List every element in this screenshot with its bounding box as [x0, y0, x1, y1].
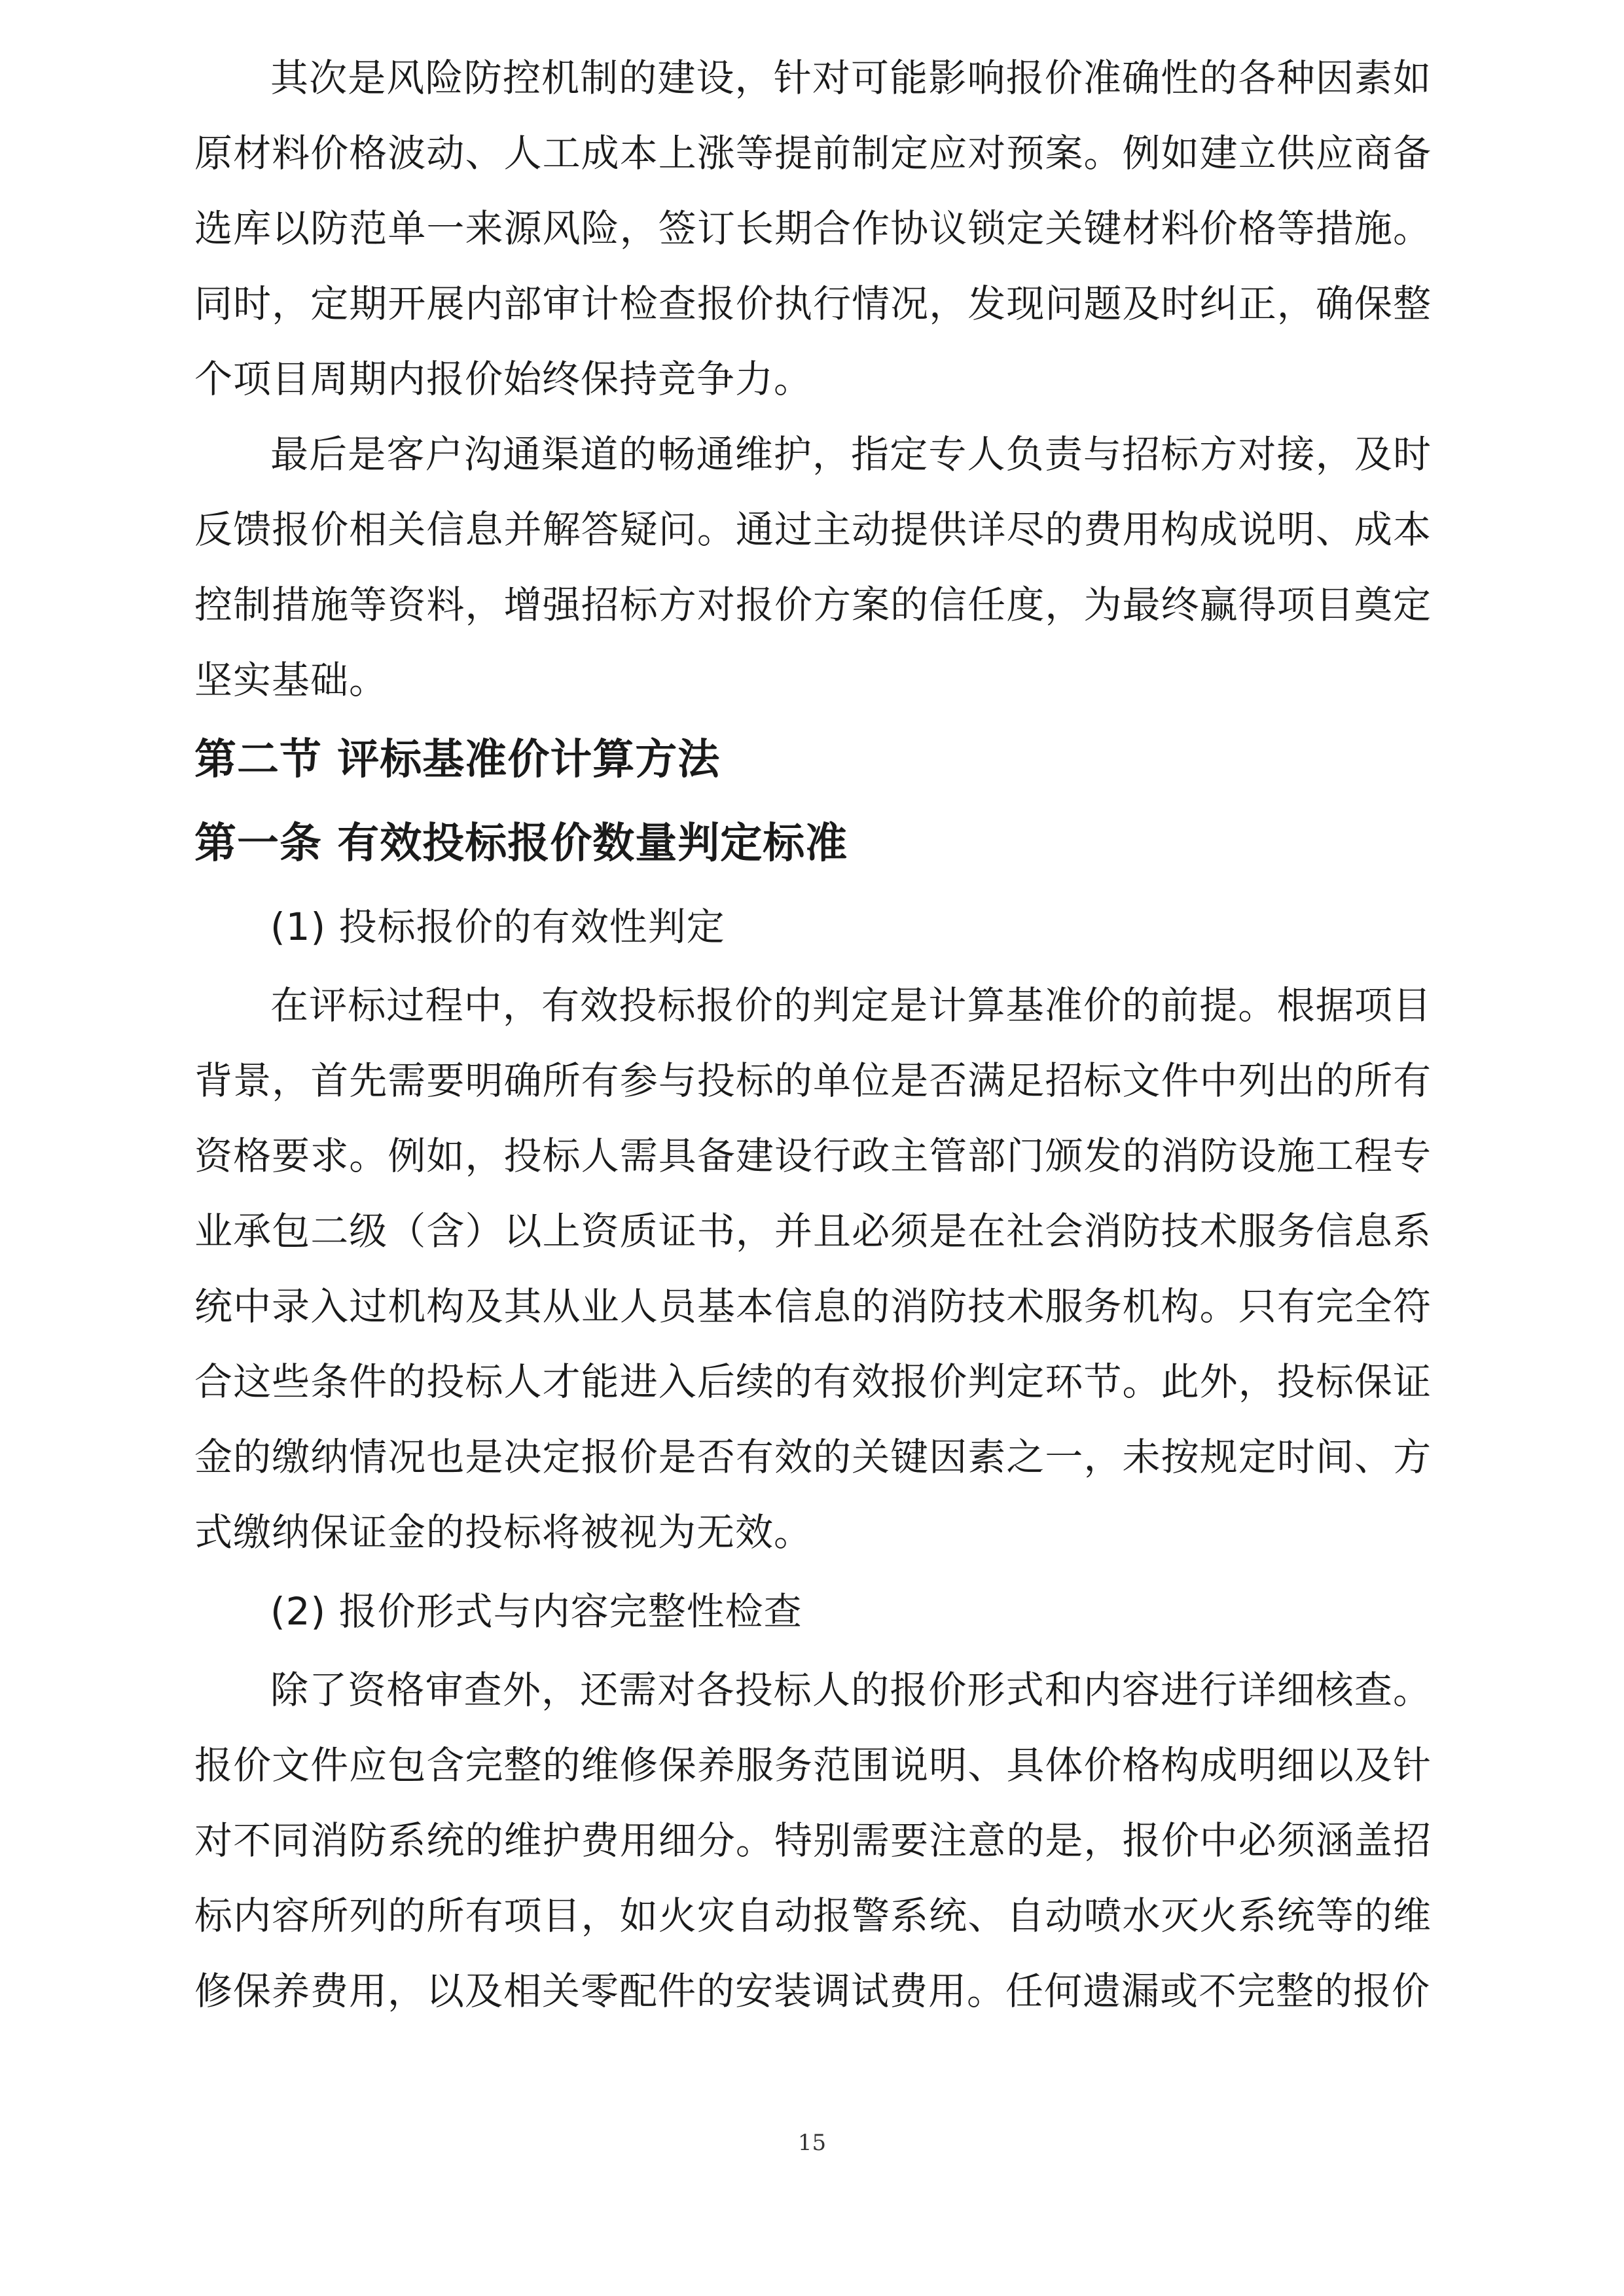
page-content [194, 41, 1432, 2029]
article-title: 第一条 有效投标报价数量判定标准 [194, 819, 848, 868]
paragraph-validity: 在评标过程中，有效投标报价的判定是计算基准价的前提。根据项目背景，首先需要明确所有参与投标的单位是否满足招标文件中列出的所有资格要求。例如，投标人需具备建设行政主管部门颁发的消防设施工程专业承包二级（含）以上资质证书，并且必须是在社会消防技术服务信息系统中录入过机构及其从业人员基本信息的消防技术服务机构。只有完全符合这些条件的投标人才能进入后续的有效报价判定环节。此外，投标保证金的缴纳情况也是决定报价是否有效的关键因素之一，未按规定时间、方式缴纳保证金的投标将被视为无效。 [194, 983, 1432, 1554]
section-title: 第二节 评标基准价计算方法 [194, 736, 721, 784]
subsection-heading-validity: (1) 投标报价的有效性判定 [270, 905, 725, 949]
paragraph-completeness: 除了资格审查外，还需对各投标人的报价形式和内容进行详细核查。报价文件应包含完整的维修保养服务范围说明、具体价格构成明细以及针对不同消防系统的维护费用细分。特别需要注意的是，报价中必须涵盖招标内容所列的所有项目，如火灾自动报警系统、自动喷水灭火系统等的维修保养费用，以及相关零配件的安装调试费用。任何遗漏或不完整的报价 [194, 1668, 1432, 2013]
paragraph-client-communication: 最后是客户沟通渠道的畅通维护，指定专人负责与招标方对接，及时反馈报价相关信息并解答疑问。通过主动提供详尽的费用构成说明、成本控制措施等资料，增强招标方对报价方案的信任度，为最终赢得项目奠定坚实基础。 [194, 432, 1432, 702]
subsection-heading-completeness: (2) 报价形式与内容完整性检查 [270, 1589, 803, 1634]
page-number: 15 [797, 2130, 827, 2156]
paragraph-risk-control: 其次是风险防控机制的建设，针对可能影响报价准确性的各种因素如原材料价格波动、人工成本上涨等提前制定应对预案。例如建立供应商备选库以防范单一来源风险，签订长期合作协议锁定关键材料价格等措施。同时，定期开展内部审计检查报价执行情况，发现问题及时纠正，确保整个项目周期内报价始终保持竞争力。 [194, 56, 1432, 401]
